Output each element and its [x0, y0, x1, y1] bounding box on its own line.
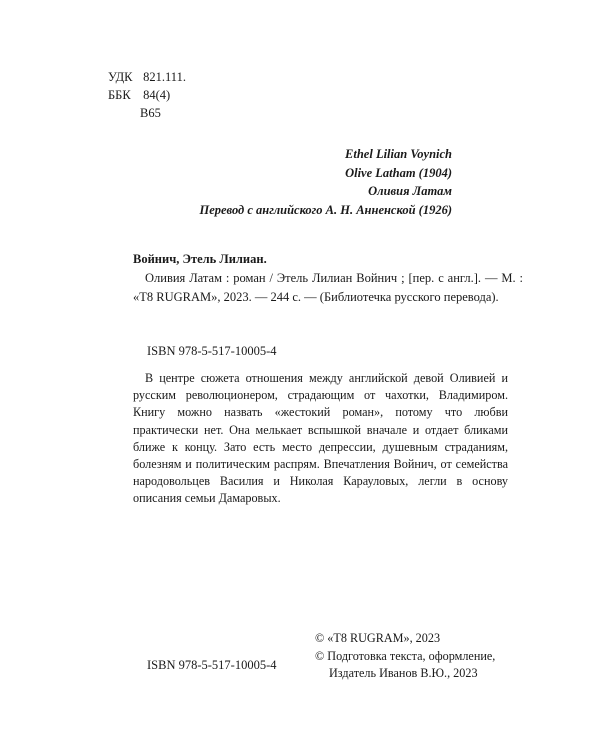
bibliographic-description: Оливия Латам : роман / Этель Лилиан Войнич ; [пер. с англ.]. — М. : «Т8 RUGRAM», 2023. — 244 с. — (Библиотечка русского перевода). [133, 271, 523, 304]
udk-value: 821.111. [143, 70, 186, 84]
bibliographic-record [133, 250, 523, 307]
author-mark: В65 [140, 106, 161, 120]
original-edition-block [0, 145, 452, 219]
copyright-block [315, 630, 495, 683]
copyright-line-2: © Подготовка текста, оформление, [315, 648, 496, 663]
isbn-bottom: ISBN 978-5-517-10005-4 [147, 658, 277, 672]
russian-title: Оливия Латам [368, 184, 452, 198]
bbk-value: 84(4) [143, 88, 171, 102]
original-author: Ethel Lilian Voynich [345, 147, 452, 161]
isbn-top: ISBN 978-5-517-10005-4 [147, 344, 277, 358]
copyright-line-1: © «Т8 RUGRAM», 2023 [315, 631, 441, 645]
udk-label: УДК [108, 70, 133, 84]
annotation: В центре сюжета отношения между английской девой Оливией и русским революционером, страдающим от чахотки, Владимиром. Книгу можно назвать «жестокий роман», потому что любви практически нет. Она мелькает вспышкой вначале и отдает бликами ближе к концу. Зато есть место депрессии, душевным страданиям, болезням и политическим распрям. Впечатления Войнич, от семейства народовольцев Василия и Николая Карауловых, легли в основу описания семьи Дамаровых. [133, 371, 508, 506]
bbk-label: ББК [108, 88, 131, 102]
bbk-row [108, 86, 186, 104]
udk-row [108, 68, 186, 86]
copyright-line-3: Издатель Иванов В.Ю., 2023 [329, 666, 478, 680]
translation-credit: Перевод с английского А. Н. Анненской (1926) [199, 202, 452, 217]
author-heading: Войнич, Этель Лилиан. [133, 252, 267, 266]
classification-block [108, 68, 186, 122]
original-title: Olive Latham (1904) [345, 165, 452, 180]
